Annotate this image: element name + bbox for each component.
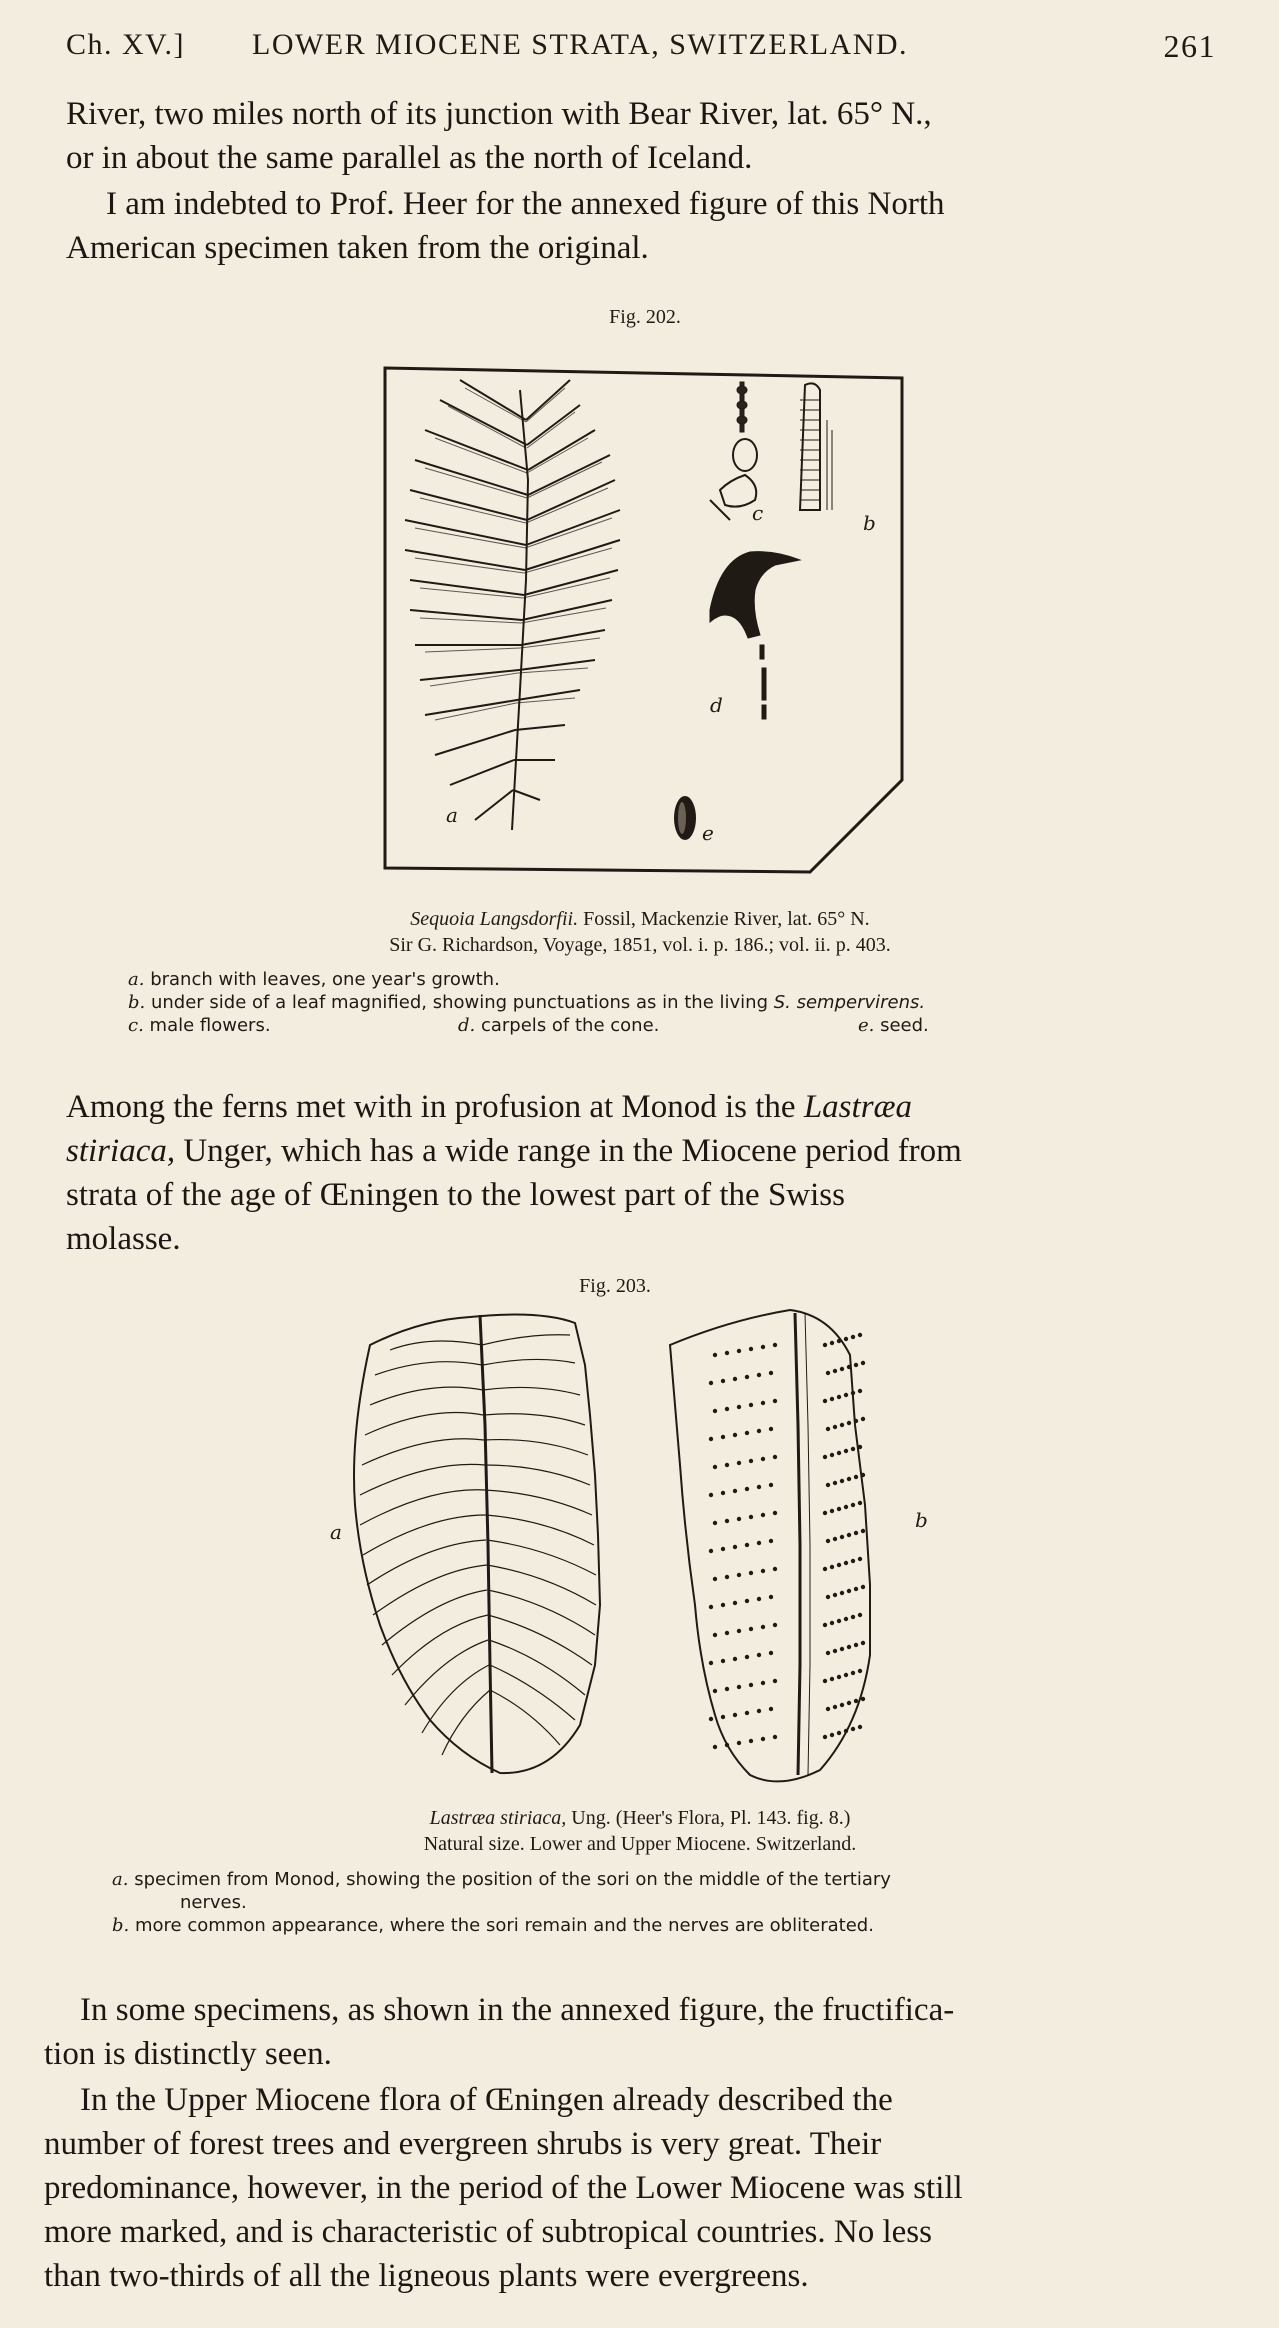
sorus-dot (737, 1741, 741, 1745)
sorus-dot (830, 1733, 834, 1737)
sorus-dot (854, 1363, 858, 1367)
sorus-dot (826, 1707, 830, 1711)
sorus-dot (861, 1473, 865, 1477)
part-label-a: a (330, 1520, 342, 1544)
sorus-dot (861, 1585, 865, 1589)
sorus-dot (847, 1421, 851, 1425)
sorus-dot (745, 1655, 749, 1659)
sorus-dot (837, 1563, 841, 1567)
sorus-dot (858, 1333, 862, 1337)
caption-reference: Ung. (Heer's Flora, Pl. 143. fig. 8.) (571, 1807, 851, 1829)
sorus-dot (757, 1429, 761, 1433)
sorus-dot (823, 1399, 827, 1403)
sorus-dot (745, 1711, 749, 1715)
sorus-dot (733, 1433, 737, 1437)
sorus-dot (826, 1427, 830, 1431)
sorus-dot (847, 1589, 851, 1593)
figure-203-label: Fig. 203. (579, 1275, 651, 1297)
male-flowers (710, 382, 757, 520)
sorus-dot (837, 1675, 841, 1679)
sorus-dot (769, 1427, 773, 1431)
sorus-dot (858, 1557, 862, 1561)
caption-species: Lastræa stiriaca, (429, 1807, 567, 1829)
sorus-dot (844, 1561, 848, 1565)
sorus-dot (833, 1593, 837, 1597)
sorus-dot (847, 1477, 851, 1481)
leaf-magnified (800, 383, 832, 510)
sorus-dot (847, 1701, 851, 1705)
sorus-dot (830, 1621, 834, 1625)
sorus-dot (709, 1381, 713, 1385)
part-label-a: a (446, 803, 458, 827)
sorus-dot (725, 1687, 729, 1691)
sorus-dot (854, 1419, 858, 1423)
sorus-dot (830, 1565, 834, 1569)
sorus-dot (757, 1485, 761, 1489)
sorus-dot (773, 1735, 777, 1739)
sorus-dot (725, 1575, 729, 1579)
sorus-dot (769, 1707, 773, 1711)
sorus-dot (725, 1351, 729, 1355)
sorus-dot (823, 1511, 827, 1515)
sorus-dot (840, 1703, 844, 1707)
sorus-dot (833, 1369, 837, 1373)
sorus-dot (749, 1683, 753, 1687)
part-label-b: b (915, 1508, 928, 1532)
page-number: 261 (1163, 28, 1216, 64)
sorus-dot (854, 1643, 858, 1647)
sorus-dot (840, 1423, 844, 1427)
sorus-dot (861, 1361, 865, 1365)
sorus-dot (761, 1569, 765, 1573)
sorus-dot (840, 1479, 844, 1483)
sorus-dot (725, 1631, 729, 1635)
sorus-dot (833, 1649, 837, 1653)
sorus-dot (769, 1539, 773, 1543)
fossil-branch (405, 380, 620, 830)
sorus-dot (830, 1677, 834, 1681)
figure-203-caption (170, 1805, 1110, 1857)
sorus-dot (830, 1509, 834, 1513)
sori-dots (709, 1333, 865, 1749)
legend-item-a-continued: nerves. (180, 1892, 247, 1913)
sorus-dot (773, 1567, 777, 1571)
sorus-dot (773, 1511, 777, 1515)
sorus-dot (745, 1487, 749, 1491)
sorus-dot (733, 1489, 737, 1493)
sorus-dot (761, 1401, 765, 1405)
sorus-dot (840, 1535, 844, 1539)
running-head (66, 28, 1216, 78)
sorus-dot (858, 1669, 862, 1673)
sorus-dot (733, 1657, 737, 1661)
sorus-dot (837, 1395, 841, 1399)
sorus-dot (721, 1491, 725, 1495)
sorus-dot (737, 1685, 741, 1689)
sorus-dot (837, 1451, 841, 1455)
sorus-dot (709, 1437, 713, 1441)
sorus-dot (858, 1613, 862, 1617)
sorus-dot (861, 1417, 865, 1421)
sorus-dot (826, 1595, 830, 1599)
sorus-dot (837, 1507, 841, 1511)
sorus-dot (773, 1679, 777, 1683)
sorus-dot (833, 1425, 837, 1429)
part-label-e: e (702, 821, 714, 845)
sorus-dot (844, 1449, 848, 1453)
sorus-dot (737, 1349, 741, 1353)
sorus-dot (854, 1587, 858, 1591)
sorus-dot (749, 1347, 753, 1351)
sorus-dot (823, 1623, 827, 1627)
sorus-dot (721, 1603, 725, 1607)
sorus-dot (833, 1705, 837, 1709)
part-label-d: d (710, 693, 723, 717)
sorus-dot (851, 1727, 855, 1731)
sorus-dot (847, 1645, 851, 1649)
sorus-dot (721, 1547, 725, 1551)
caption-species: Sequoia Langsdorfii. (410, 908, 579, 930)
sorus-dot (725, 1743, 729, 1747)
sorus-dot (709, 1493, 713, 1497)
sorus-dot (851, 1503, 855, 1507)
paragraph-2 (66, 182, 1216, 270)
text-line: River, two miles north of its junction with Bear River, lat. 65° N., (66, 96, 932, 132)
sorus-dot (733, 1545, 737, 1549)
sorus-dot (757, 1373, 761, 1377)
chapter-ref: Ch. XV.] (66, 28, 185, 61)
sorus-dot (737, 1461, 741, 1465)
sorus-dot (745, 1431, 749, 1435)
sorus-dot (858, 1501, 862, 1505)
sorus-dot (721, 1659, 725, 1663)
sorus-dot (713, 1521, 717, 1525)
sorus-dot (840, 1591, 844, 1595)
paragraph-5: In the Upper Miocene flora of Œningen already described the number of forest trees and evergreen shrubs is very great. Their predominance, however, in the period of the Lower Miocene was still more marked, and is characteristic of subtropical countries. No less than two-thirds of all the ligneous plants were evergreens. (44, 2082, 963, 2294)
sorus-dot (713, 1577, 717, 1581)
sorus-dot (851, 1391, 855, 1395)
sorus-dot (823, 1455, 827, 1459)
sorus-dot (749, 1739, 753, 1743)
sorus-dot (769, 1483, 773, 1487)
frond-a (354, 1315, 600, 1774)
sorus-dot (840, 1367, 844, 1371)
sorus-dot (826, 1539, 830, 1543)
running-title: LOWER MIOCENE STRATA, SWITZERLAND. (252, 28, 909, 61)
sorus-dot (851, 1559, 855, 1563)
carpel (710, 552, 800, 719)
sorus-dot (773, 1623, 777, 1627)
sorus-dot (761, 1737, 765, 1741)
part-label-c: c (752, 501, 764, 525)
sorus-dot (823, 1679, 827, 1683)
sorus-dot (830, 1453, 834, 1457)
sorus-dot (749, 1515, 753, 1519)
sorus-dot (745, 1375, 749, 1379)
sorus-dot (721, 1379, 725, 1383)
sorus-dot (861, 1529, 865, 1533)
sorus-dot (773, 1455, 777, 1459)
sorus-dot (826, 1651, 830, 1655)
text-line: I am indebted to Prof. Heer for the annexed figure of this North (106, 186, 945, 222)
sorus-dot (713, 1689, 717, 1693)
figure-202-caption (170, 906, 1110, 958)
sorus-dot (725, 1463, 729, 1467)
sorus-dot (733, 1601, 737, 1605)
sorus-dot (757, 1709, 761, 1713)
legend-item-a: a. specimen from Monod, showing the position of the sori on the middle of the tertiary (112, 1869, 891, 1890)
sorus-dot (861, 1697, 865, 1701)
sorus-dot (721, 1435, 725, 1439)
sorus-dot (761, 1345, 765, 1349)
sorus-dot (844, 1617, 848, 1621)
sorus-dot (737, 1517, 741, 1521)
paragraph-1 (66, 92, 1216, 180)
sorus-dot (749, 1627, 753, 1631)
sorus-dot (833, 1481, 837, 1485)
sorus-dot (847, 1365, 851, 1369)
text-line: American specimen taken from the original. (66, 230, 649, 266)
sorus-dot (709, 1717, 713, 1721)
sorus-dot (851, 1447, 855, 1451)
sorus-dot (851, 1615, 855, 1619)
sorus-dot (749, 1403, 753, 1407)
sorus-dot (709, 1549, 713, 1553)
sorus-dot (733, 1713, 737, 1717)
sorus-dot (749, 1571, 753, 1575)
figure-202-illustration (380, 360, 910, 880)
sorus-dot (713, 1353, 717, 1357)
sorus-dot (713, 1409, 717, 1413)
sorus-dot (858, 1445, 862, 1449)
sorus-dot (721, 1715, 725, 1719)
sorus-dot (851, 1335, 855, 1339)
sorus-dot (854, 1531, 858, 1535)
figure-203-legend (112, 1868, 1192, 1937)
sorus-dot (861, 1641, 865, 1645)
sorus-dot (823, 1343, 827, 1347)
sorus-dot (844, 1505, 848, 1509)
sorus-dot (745, 1599, 749, 1603)
legend-item-b: b. under side of a leaf magnified, showing punctuations as in the living S. sempervirens. (128, 992, 926, 1013)
sorus-dot (737, 1629, 741, 1633)
figure-203-illustration (330, 1305, 930, 1790)
legend-item-a: a. branch with leaves, one year's growth. (128, 969, 500, 990)
figure-202-label: Fig. 202. (609, 306, 681, 328)
legend-item-b: b. more common appearance, where the sori remain and the nerves are obliterated. (112, 1915, 874, 1936)
sorus-dot (709, 1661, 713, 1665)
sorus-dot (761, 1625, 765, 1629)
sorus-dot (773, 1399, 777, 1403)
sorus-dot (713, 1745, 717, 1749)
part-label-b: b (863, 511, 876, 535)
sorus-dot (761, 1681, 765, 1685)
sorus-dot (837, 1731, 841, 1735)
sorus-dot (709, 1605, 713, 1609)
legend-items-cde: c. male flowers. d. carpels of the cone. e. seed. (128, 1015, 929, 1036)
sorus-dot (713, 1465, 717, 1469)
sorus-dot (830, 1341, 834, 1345)
sorus-dot (773, 1343, 777, 1347)
sorus-dot (854, 1475, 858, 1479)
sorus-dot (844, 1393, 848, 1397)
sorus-dot (858, 1389, 862, 1393)
sorus-dot (745, 1543, 749, 1547)
sorus-dot (757, 1541, 761, 1545)
sorus-dot (749, 1459, 753, 1463)
sorus-dot (833, 1537, 837, 1541)
sorus-dot (769, 1371, 773, 1375)
sorus-dot (837, 1339, 841, 1343)
sorus-dot (761, 1513, 765, 1517)
sorus-dot (823, 1735, 827, 1739)
sorus-dot (847, 1533, 851, 1537)
sorus-dot (844, 1673, 848, 1677)
sorus-dot (840, 1647, 844, 1651)
sorus-dot (725, 1519, 729, 1523)
paragraph-4: In some specimens, as shown in the annexed figure, the fructifica- tion is distinctly seen. (44, 1992, 955, 2072)
caption-locality: Fossil, Mackenzie River, lat. 65° N. (583, 908, 870, 930)
sorus-dot (737, 1405, 741, 1409)
sorus-dot (761, 1457, 765, 1461)
sorus-dot (854, 1699, 858, 1703)
sorus-dot (837, 1619, 841, 1623)
sorus-dot (826, 1371, 830, 1375)
sorus-dot (757, 1653, 761, 1657)
sorus-dot (733, 1377, 737, 1381)
sorus-dot (713, 1633, 717, 1637)
sorus-dot (844, 1729, 848, 1733)
caption-range: Natural size. Lower and Upper Miocene. Switzerland. (423, 1833, 857, 1855)
paragraph-3: Among the ferns met with in profusion at Monod is the Lastræa stiriaca, Unger, which has a wide range in the Miocene period from strata of the age of Œningen to the lowest part of the Swiss molasse. (66, 1089, 962, 1257)
sorus-dot (725, 1407, 729, 1411)
sorus-dot (769, 1651, 773, 1655)
caption-reference: Sir G. Richardson, Voyage, 1851, vol. i. p. 186.; vol. ii. p. 403. (389, 934, 891, 956)
sorus-dot (830, 1397, 834, 1401)
text-line: or in about the same parallel as the north of Iceland. (66, 140, 753, 176)
sorus-dot (823, 1567, 827, 1571)
sorus-dot (844, 1337, 848, 1341)
sorus-dot (757, 1597, 761, 1601)
sorus-dot (851, 1671, 855, 1675)
sorus-dot (769, 1595, 773, 1599)
sorus-dot (858, 1725, 862, 1729)
sorus-dot (826, 1483, 830, 1487)
sorus-dot (737, 1573, 741, 1577)
figure-202-legend (128, 968, 1188, 1037)
